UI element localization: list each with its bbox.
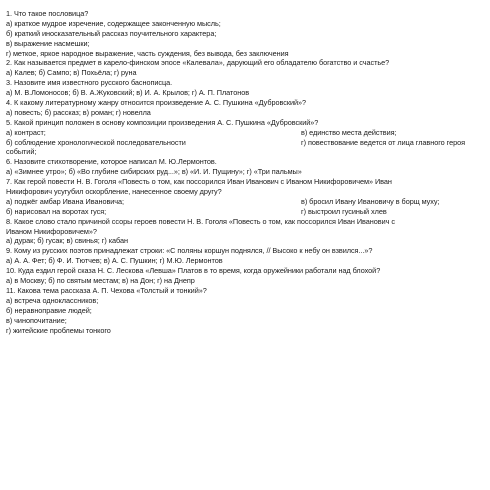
option-11d: г) житейские проблемы тонкого: [6, 325, 111, 335]
option-5-continuation: событий;: [6, 147, 37, 157]
question-7-line-1: 7. Как герой повести Н. В. Гоголя «Повесть о том, как поссорился Иван Иванович с Иваном Никифоровичем» Иван: [6, 177, 392, 187]
option-7a: а) поджёг амбар Ивана Ивановича;: [6, 196, 125, 206]
options-4: а) повесть; б) рассказ; в) роман; г) новелла: [6, 107, 151, 117]
question-9: 9. Кому из русских поэтов принадлежат строки: «С поляны коршун поднялся, // Высоко к небу он взвился...»?: [6, 246, 373, 256]
option-5b: б) соблюдение хронологической последовательности: [6, 137, 186, 147]
options-7-row-1: [6, 197, 486, 207]
options-5-row-1: [6, 128, 486, 138]
quiz-document: [6, 9, 486, 335]
option-7d: г) выстроил гусиный хлев: [301, 206, 387, 216]
option-5a: а) контраст;: [6, 127, 46, 137]
question-10: 10. Куда ездил герой сказа Н. С. Лескова «Левша» Платов в то время, когда оружейники работали над блохой?: [6, 266, 381, 276]
options-8: а) дурак; б) гусак; в) свинья; г) кабан: [6, 236, 128, 246]
options-2: а) Калев; б) Сампо; в) Похьёла; г) руна: [6, 68, 137, 78]
option-11a: а) встреча одноклассников;: [6, 295, 99, 305]
option-11c: в) чинопочитание;: [6, 315, 67, 325]
question-4: 4. К какому литературному жанру относится произведение А. С. Пушкина «Дубровский»?: [6, 98, 307, 108]
options-7-row-2: [6, 207, 486, 217]
options-5-row-2: [6, 138, 486, 148]
option-1c: в) выражение насмешки;: [6, 38, 90, 48]
question-5: 5. Какой принцип положен в основу композиции произведения А. С. Пушкина «Дубровский»?: [6, 117, 319, 127]
options-9: а) А. А. Фет; б) Ф. И. Тютчев; в) А. С. Пушкин; г) М.Ю. Лермонтов: [6, 256, 223, 266]
question-11: 11. Какова тема рассказа А. П. Чехова «Толстый и тонкий»?: [6, 285, 207, 295]
options-6: а) «Зимнее утро»; б) «Во глубине сибирских руд...»; в) «И. И. Пущину»; г) «Три пальмы»: [6, 167, 302, 177]
question-6: 6. Назовите стихотворение, которое написал М. Ю.Лермонтов.: [6, 157, 217, 167]
options-10: а) в Москву; б) по святым местам; в) на Дон; г) на Днепр: [6, 276, 195, 286]
question-2: 2. Как называется предмет в карело-финском эпосе «Калевала», дарующий его обладателю богатство и счастье?: [6, 58, 390, 68]
question-3: 3. Назовите имя известного русского баснописца.: [6, 78, 173, 88]
option-11b: б) неравноправие людей;: [6, 305, 92, 315]
option-7b: б) нарисовал на воротах гуся;: [6, 206, 107, 216]
option-1d: г) меткое, яркое народное выражение, часть суждения, без вывода, без заключения: [6, 48, 289, 58]
option-1a: а) краткое мудрое изречение, содержащее законченную мысль;: [6, 18, 221, 28]
question-7-line-2: Никифорович усугубил оскорбление, нанесенное своему другу?: [6, 187, 222, 197]
question-8-line-2: Иваном Никифоровичем»?: [6, 226, 97, 236]
question-1: 1. Что такое пословица?: [6, 9, 89, 18]
option-5c: в) единство места действия;: [301, 127, 397, 137]
option-7c: в) бросил Ивану Ивановичу в борщ муху;: [301, 196, 440, 206]
option-1b: б) краткий иносказательный рассказ поучительного характера;: [6, 28, 217, 38]
option-5d: г) повествование ведется от лица главного героя: [301, 137, 466, 147]
question-8-line-1: 8. Какое слово стало причиной ссоры героев повести Н. В. Гоголя «Повесть о том, как поссорился Иван Иванович с: [6, 216, 395, 226]
options-3: а) М. В.Ломоносов; б) В. А.Жуковский; в) И. А. Крылов; г) А. П. Платонов: [6, 88, 250, 98]
